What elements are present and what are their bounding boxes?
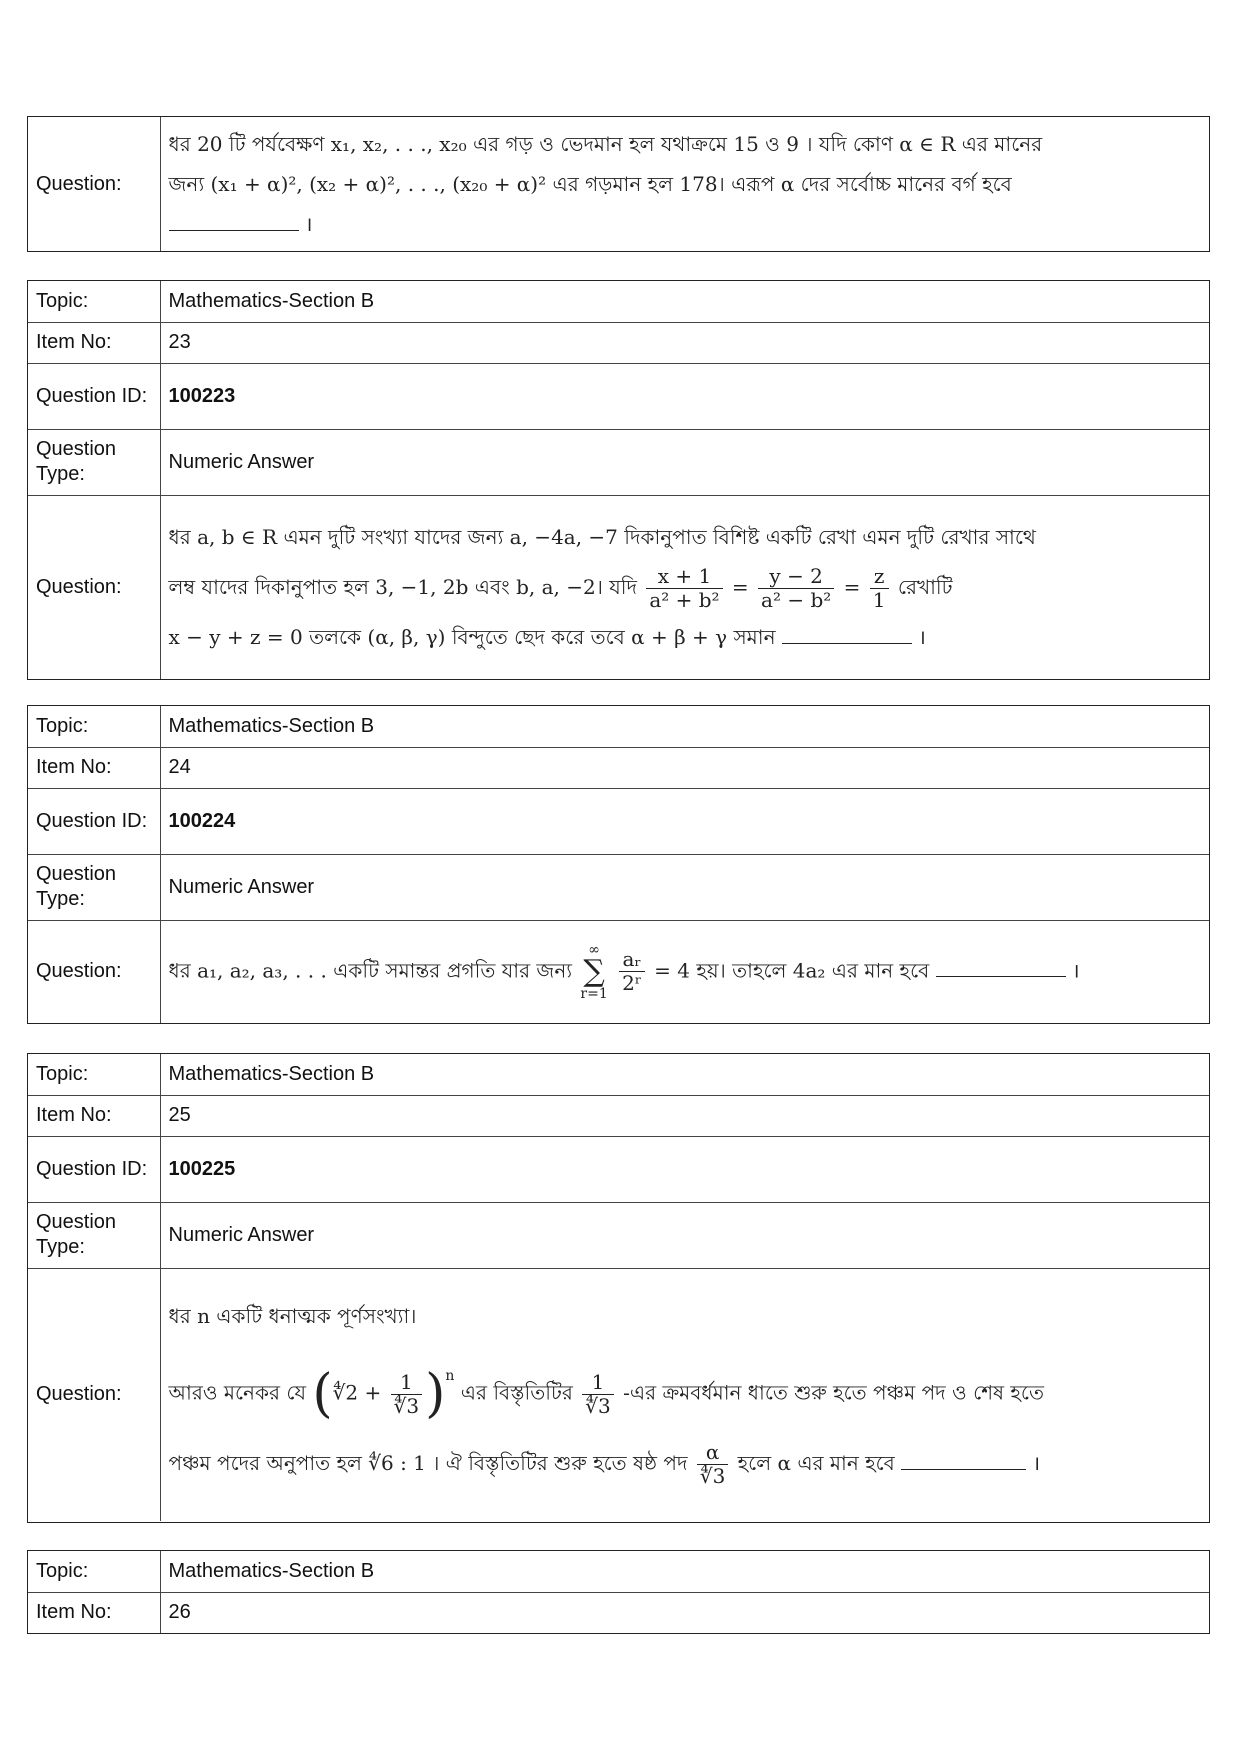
fraction-numerator: y − 2 xyxy=(758,565,834,589)
question-id-value: 100223 xyxy=(160,363,1209,429)
topic-label: Topic: xyxy=(28,281,160,322)
item-no-value: 25 xyxy=(160,1095,1209,1136)
question-line: ধর 20 টি পর্যবেক্ষণ x₁, x₂, . . ., x₂₀ এর গড় ও ভেদমান হল যথাক্রমে 15 ও 9 । যদি কোণ α ∈ R এর মানের xyxy=(168,132,1043,156)
sum-upper-limit: ∞ xyxy=(588,941,600,958)
line-end: । xyxy=(1071,958,1080,983)
fraction-numerator: z xyxy=(870,565,889,589)
fraction-denominator: a² − b² xyxy=(761,588,832,613)
fraction xyxy=(391,1371,422,1418)
fraction xyxy=(646,565,722,612)
topic-value: Mathematics-Section B xyxy=(160,281,1209,322)
question-id-label: Question ID: xyxy=(28,363,160,429)
topic-label: Topic: xyxy=(28,1054,160,1095)
item-no-value: 26 xyxy=(160,1592,1209,1633)
question-fragment: আরও মনেকর যে xyxy=(168,1381,306,1406)
right-paren: ) xyxy=(425,1364,446,1425)
question-type-label: Question Type: xyxy=(28,429,160,495)
item-no-label: Item No: xyxy=(28,1095,160,1136)
question-id-value: 100225 xyxy=(160,1136,1209,1202)
answer-blank xyxy=(169,210,299,231)
fraction-denominator: 1 xyxy=(872,588,886,613)
question-line: জন্য (x₁ + α)², (x₂ + α)², . . ., (x₂₀ + α)² এর গড়মান হল 178। এরূপ α দের সর্বোচ্চ মানের বর্গ হবে xyxy=(168,172,1012,196)
fraction-numerator: 1 xyxy=(391,1371,422,1395)
question-label: Question: xyxy=(28,495,160,679)
question-fragment: x − y + z = 0 তলকে (α, β, γ) বিন্দুতে ছেদ করে তবে α + β + γ সমান xyxy=(168,625,776,650)
plus-sign: + xyxy=(364,1381,382,1406)
fraction-denominator: 2ʳ xyxy=(622,971,642,996)
topic-value: Mathematics-Section B xyxy=(160,706,1209,747)
sigma-symbol: ∑ xyxy=(583,953,605,989)
fraction-denominator: ∜3 xyxy=(393,1394,420,1419)
question-line: ধর a, b ∈ R এমন দুটি সংখ্যা যাদের জন্য a, −4a, −7 দিকানুপাত বিশিষ্ট একটি রেখা এমন দুটি রেখার সাথে xyxy=(168,525,1036,550)
fraction-numerator: aᵣ xyxy=(619,948,645,972)
question-label: Question: xyxy=(28,117,160,251)
question-line xyxy=(169,617,1202,657)
question-line xyxy=(169,557,1202,617)
question-block-23 xyxy=(27,280,1210,680)
fraction xyxy=(619,948,645,995)
question-id-label: Question ID: xyxy=(28,1136,160,1202)
question-type-value: Numeric Answer xyxy=(160,854,1209,920)
question-fragment: রেখাটি xyxy=(897,575,953,600)
sum-lower-limit: r=1 xyxy=(580,985,608,1002)
question-type-label: Question Type: xyxy=(28,854,160,920)
fraction-numerator: α xyxy=(697,1441,728,1465)
question-block-24 xyxy=(27,705,1210,1024)
topic-label: Topic: xyxy=(28,1551,160,1592)
fraction-denominator: a² + b² xyxy=(649,588,720,613)
fraction-denominator: ∜3 xyxy=(585,1394,611,1419)
item-no-label: Item No: xyxy=(28,747,160,788)
topic-value: Mathematics-Section B xyxy=(160,1551,1209,1592)
question-fragment: লম্ব যাদের দিকানুপাত হল 3, −1, 2b এবং b, a, −2। যদি xyxy=(168,575,637,600)
summation xyxy=(580,943,607,1001)
fraction-numerator: 1 xyxy=(582,1371,613,1395)
question-label: Question: xyxy=(28,920,160,1023)
fraction xyxy=(582,1371,613,1418)
item-no-value: 24 xyxy=(160,747,1209,788)
question-text xyxy=(160,495,1209,679)
question-fragment: = 4 হয়। তাহলে 4a₂ এর মান হবে xyxy=(654,958,930,983)
answer-blank xyxy=(782,623,912,644)
fourth-root-2: ∜2 xyxy=(332,1381,359,1406)
fraction xyxy=(758,565,834,612)
question-id-value: 100224 xyxy=(160,788,1209,854)
left-paren: ( xyxy=(312,1364,333,1425)
question-line xyxy=(169,1433,1202,1493)
answer-blank xyxy=(936,956,1066,977)
question-block-26 xyxy=(27,1550,1210,1634)
question-fragment: -এর ক্রমবর্ধমান ধাতে শুরু হতে পঞ্চম পদ ও শেষ হতে xyxy=(623,1381,1044,1406)
question-text xyxy=(160,117,1209,251)
question-fragment: হলে α এর মান হবে xyxy=(737,1451,895,1476)
fraction xyxy=(697,1441,728,1488)
question-type-value: Numeric Answer xyxy=(160,1202,1209,1268)
line-end: । xyxy=(918,625,926,650)
question-type-label: Question Type: xyxy=(28,1202,160,1268)
exponent: n xyxy=(445,1368,455,1385)
question-block-25 xyxy=(27,1053,1210,1523)
question-line: ধর n একটি ধনাত্মক পূর্ণসংখ্যা। xyxy=(168,1304,417,1329)
fraction-numerator: x + 1 xyxy=(646,565,722,589)
question-fragment: ধর a₁, a₂, a₃, . . . একটি সমান্তর প্রগতি যার জন্য xyxy=(168,958,573,983)
item-no-label: Item No: xyxy=(28,1592,160,1633)
fraction xyxy=(870,565,889,612)
question-text xyxy=(160,1268,1209,1521)
line-end: । xyxy=(1032,1451,1041,1476)
equals-sign: = xyxy=(843,575,861,600)
question-type-value: Numeric Answer xyxy=(160,429,1209,495)
equals-sign: = xyxy=(731,575,749,600)
item-no-value: 23 xyxy=(160,322,1209,363)
question-line xyxy=(169,1336,1202,1433)
topic-value: Mathematics-Section B xyxy=(160,1054,1209,1095)
topic-label: Topic: xyxy=(28,706,160,747)
question-line xyxy=(169,204,1202,244)
question-text xyxy=(160,920,1209,1023)
answer-blank xyxy=(901,1449,1026,1470)
question-fragment: এর বিস্তৃতিটির xyxy=(460,1381,573,1406)
question-block-22 xyxy=(27,116,1210,252)
fraction-denominator: ∜3 xyxy=(699,1464,726,1489)
question-label: Question: xyxy=(28,1268,160,1521)
item-no-label: Item No: xyxy=(28,322,160,363)
line-end: । xyxy=(304,212,313,236)
question-id-label: Question ID: xyxy=(28,788,160,854)
question-fragment: পঞ্চম পদের অনুপাত হল ∜6 : 1 । ঐ বিস্তৃতিটির শুরু হতে ষষ্ঠ পদ xyxy=(168,1451,688,1476)
